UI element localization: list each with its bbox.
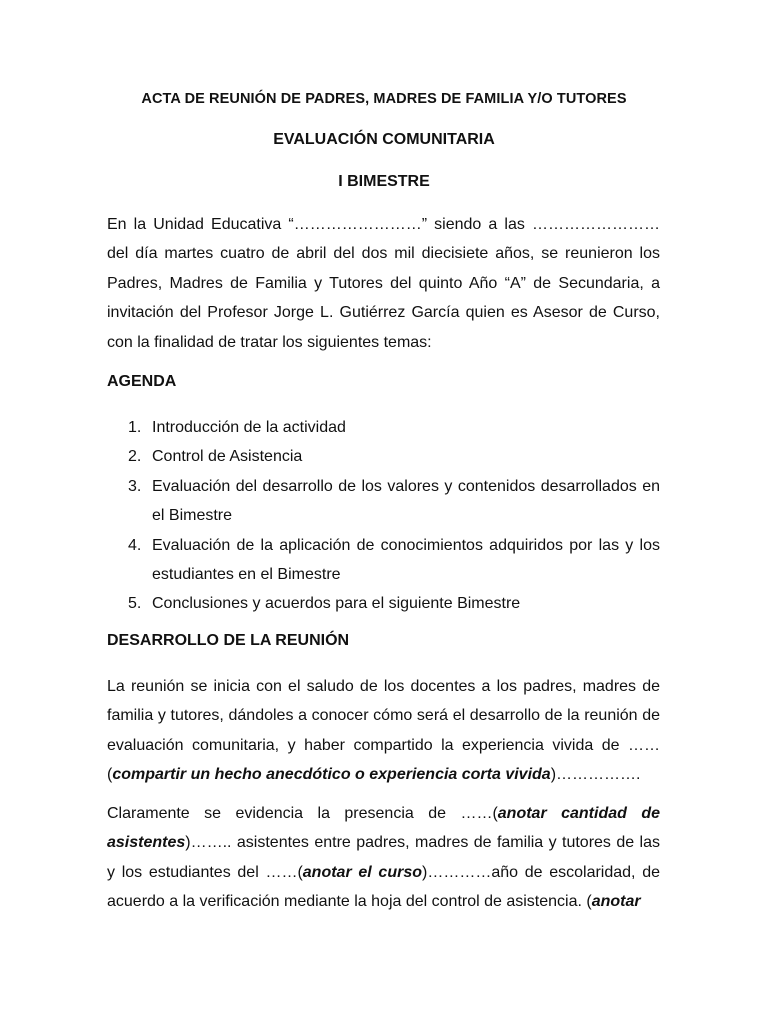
- asistencia-text-1: Claramente se evidencia la presencia de ……(: [107, 805, 498, 822]
- asistencia-paragraph: [107, 799, 660, 917]
- asistencia-text-2: )…….. asistentes entre padres, madres de familia y tutores de las y los estudiantes del ……(: [107, 834, 660, 881]
- reunion-text-2: )…………….: [550, 766, 641, 784]
- reunion-instruction: compartir un hecho anecdótico o experiencia corta vivida: [112, 766, 551, 784]
- asistencia-text-3: )…………año de escolaridad, de acuerdo a la verificación mediante la hoja del control de asistencia. (: [107, 863, 660, 911]
- list-item-number: 2.: [128, 448, 142, 466]
- document-subtitle: EVALUACIÓN COMUNITARIA: [273, 131, 495, 148]
- list-item-number: 3.: [128, 477, 142, 495]
- list-item-text: Control de Asistencia: [152, 448, 303, 466]
- reunion-paragraph: [107, 672, 660, 790]
- list-item: [128, 531, 660, 590]
- list-item: [128, 472, 660, 531]
- asistencia-instruction-3: anotar: [591, 893, 641, 911]
- list-item: [128, 442, 660, 471]
- document-title: ACTA DE REUNIÓN DE PADRES, MADRES DE FAMILIA Y/O TUTORES: [141, 91, 627, 107]
- intro-paragraph: En la Unidad Educativa “……………………” siendo a las …………………… del día martes cuatro de abril del dos mil diecisiete años, se reunieron los Padres, Madres de Familia y Tutores del quinto Año “A” de Secundaria, a invitación del Profesor Jorge L. Gutiérrez García quien es Asesor de Curso, con la finalidad de tratar los siguientes temas:: [107, 216, 660, 351]
- list-item: [128, 589, 660, 618]
- list-item-number: 1.: [128, 419, 142, 436]
- list-item-text: Evaluación de la aplicación de conocimientos adquiridos por las y los estudiantes en el Bimestre: [152, 536, 660, 584]
- list-item-text: Conclusiones y acuerdos para el siguiente Bimestre: [152, 595, 521, 613]
- agenda-heading: AGENDA: [107, 373, 177, 390]
- asistencia-instruction-2: anotar el curso: [302, 863, 422, 881]
- asistencia-instruction-1: anotar cantidad de asistentes: [107, 805, 661, 852]
- document-period: I BIMESTRE: [338, 173, 430, 190]
- reunion-text-1: La reunión se inicia con el saludo de los docentes a los padres, madres de familia y tutores, dándoles a conocer cómo será el desarrollo de la reunión de evaluación comunitaria, y haber compartido la experiencia vivida de …… (: [107, 678, 660, 784]
- list-item-number: 5.: [128, 595, 142, 613]
- desarrollo-heading: DESARROLLO DE LA REUNIÓN: [107, 632, 350, 649]
- list-item-text: Evaluación del desarrollo de los valores y contenidos desarrollados en el Bimestre: [152, 477, 660, 525]
- list-item-number: 4.: [128, 536, 142, 554]
- agenda-list: [128, 413, 660, 619]
- list-item-text: Introducción de la actividad: [152, 419, 346, 436]
- list-item: [128, 413, 660, 442]
